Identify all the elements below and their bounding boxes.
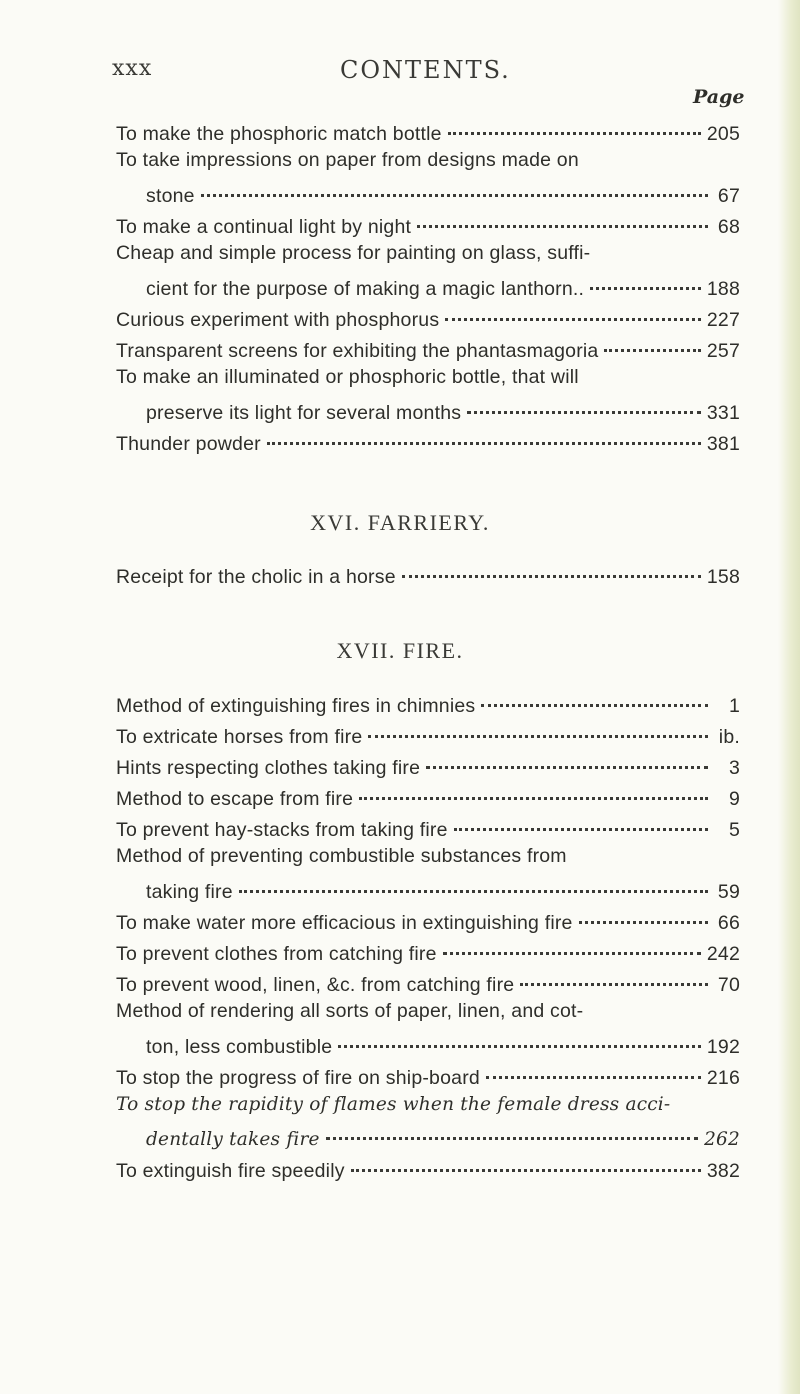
dot-leader <box>402 552 701 578</box>
contents-entry <box>116 1151 740 1187</box>
dot-leader <box>481 681 708 707</box>
entry-page-number: 205 <box>706 123 740 146</box>
entry-title: Method of preventing combustible substances from <box>116 845 567 867</box>
entry-title: To extinguish fire speedily <box>116 1160 345 1183</box>
dot-leader <box>351 1146 701 1172</box>
entry-title: Hints respecting clothes taking fire <box>116 757 421 780</box>
dot-leader <box>443 929 701 955</box>
entry-title: To prevent clothes from catching fire <box>116 943 437 966</box>
entry-page-number: 188 <box>706 278 740 301</box>
dot-leader <box>338 1022 701 1048</box>
entry-page-number: 242 <box>706 943 740 966</box>
dot-leader <box>590 264 701 290</box>
dot-leader <box>326 1115 698 1140</box>
entry-title: Method of rendering all sorts of paper, linen, and cot- <box>116 1000 584 1022</box>
entry-title: Receipt for the cholic in a horse <box>116 566 396 589</box>
entry-title: Method of extinguishing fires in chimnies <box>116 695 476 718</box>
entry-title: dentally takes fire <box>146 1129 320 1151</box>
entry-page-number: 382 <box>706 1160 740 1183</box>
dot-leader <box>486 1053 701 1079</box>
dot-leader <box>520 960 708 986</box>
entry-page-number: 158 <box>706 566 740 589</box>
entry-page-number: 3 <box>728 757 740 780</box>
entry-page-number: 381 <box>706 433 740 456</box>
dot-leader <box>359 774 708 800</box>
entry-page-number: 70 <box>717 974 740 997</box>
entry-title: Cheap and simple process for painting on glass, suffi- <box>116 242 591 264</box>
entry-page-number: 192 <box>706 1036 740 1059</box>
entry-title: To make an illuminated or phosphoric bottle, that will <box>116 366 579 388</box>
entry-page-number: 5 <box>728 819 740 842</box>
dot-leader <box>448 109 701 135</box>
entry-page-number: 66 <box>717 912 740 935</box>
entry-title: Method to escape from fire <box>116 788 354 811</box>
dot-leader <box>454 805 708 831</box>
entry-page-number: 262 <box>704 1129 740 1151</box>
page-header <box>112 52 752 84</box>
entry-page-number: 227 <box>706 309 740 332</box>
dot-leader <box>417 202 708 228</box>
section-heading-fire: XVII. FIRE. <box>336 638 464 663</box>
dot-leader <box>604 326 700 352</box>
dot-leader <box>426 743 708 769</box>
entry-title: Transparent screens for exhibiting the phantasmagoria <box>116 340 599 363</box>
dot-leader <box>467 388 701 414</box>
entry-page-number: 9 <box>728 788 740 811</box>
entry-title: taking fire <box>146 881 233 904</box>
entry-title: To prevent wood, linen, &c. from catching fire <box>116 974 515 997</box>
dot-leader <box>579 898 708 924</box>
dot-leader <box>239 867 708 893</box>
entry-title: To extricate horses from fire <box>116 726 363 749</box>
entry-title: To stop the progress of fire on ship-board <box>116 1067 480 1090</box>
dot-leader <box>201 171 708 197</box>
entry-title: To stop the rapidity of flames when the female dress acci- <box>116 1094 671 1115</box>
entry-page-number: 216 <box>706 1067 740 1090</box>
dot-leader <box>445 295 701 321</box>
entry-page-number: 1 <box>728 695 740 718</box>
folio-number: xxx <box>112 56 153 81</box>
entry-page-number: ib. <box>718 726 740 749</box>
entry-title: To take impressions on paper from designs made on <box>116 149 579 171</box>
entry-title: ton, less combustible <box>146 1036 333 1059</box>
contents-entry <box>116 424 740 460</box>
entry-title: preserve its light for several months <box>146 402 462 425</box>
contents-entry <box>116 557 740 593</box>
entry-page-number: 67 <box>717 185 740 208</box>
entry-title: stone <box>146 185 195 208</box>
section-heading-farriery: XVI. FARRIERY. <box>310 510 490 535</box>
running-head: CONTENTS. <box>340 56 511 84</box>
entry-title: To make water more efficacious in extinguishing fire <box>116 912 573 935</box>
page-edge-shadow <box>778 0 800 1394</box>
dot-leader <box>368 712 708 738</box>
dot-leader <box>267 419 701 445</box>
entry-title: Thunder powder <box>116 433 261 456</box>
entry-title: To make a continual light by night <box>116 216 412 239</box>
entry-title: To make the phosphoric match bottle <box>116 123 442 146</box>
entry-page-number: 68 <box>717 216 740 239</box>
entry-page-number: 331 <box>706 402 740 425</box>
page-column-label: Page <box>693 86 745 108</box>
entry-title: To prevent hay-stacks from taking fire <box>116 819 448 842</box>
entry-title: Curious experiment with phosphorus <box>116 309 440 332</box>
entry-page-number: 257 <box>706 340 740 363</box>
entry-title: cient for the purpose of making a magic lanthorn.. <box>146 278 585 301</box>
entry-page-number: 59 <box>717 881 740 904</box>
